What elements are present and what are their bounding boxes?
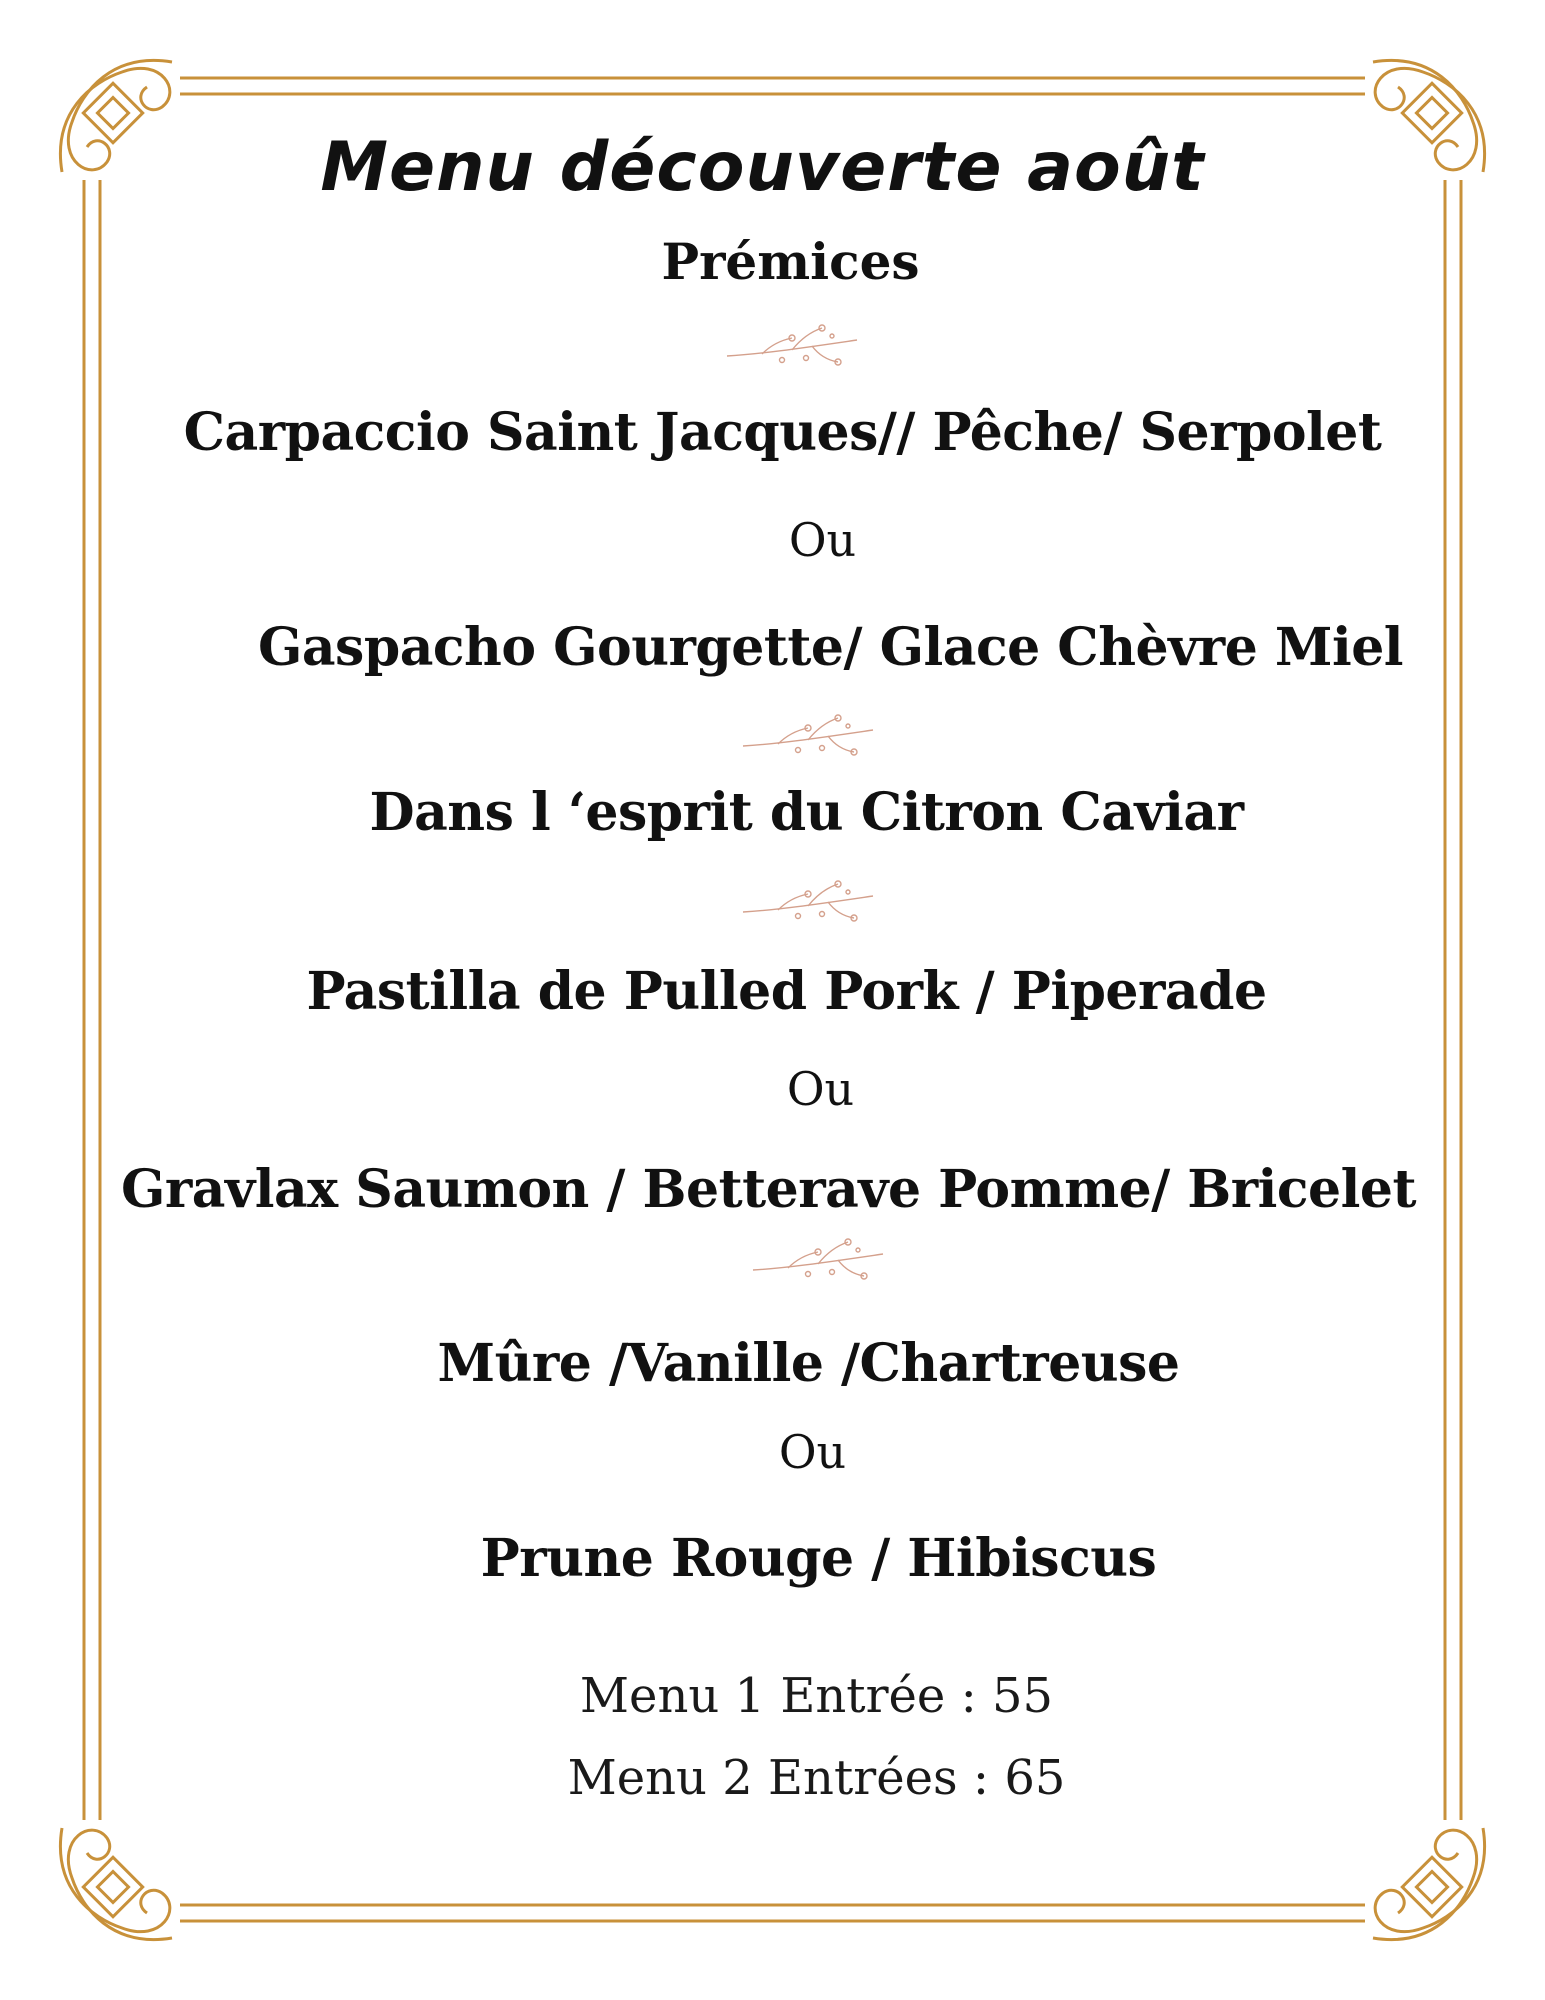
or-separator: Ou bbox=[788, 513, 857, 567]
dish-item: Dans l ‘esprit du Citron Caviar bbox=[369, 782, 1244, 843]
menu-title: Menu découverte août bbox=[320, 128, 1205, 207]
section-heading: Prémices bbox=[661, 232, 920, 291]
or-separator: Ou bbox=[786, 1062, 855, 1116]
price-line-1: Menu 1 Entrée : 55 bbox=[579, 1668, 1054, 1724]
dish-item: Gravlax Saumon / Betterave Pomme/ Bricelet bbox=[121, 1159, 1416, 1220]
dish-item: Mûre /Vanille /Chartreuse bbox=[437, 1333, 1180, 1394]
or-separator: Ou bbox=[778, 1425, 847, 1479]
floral-sprig-icon bbox=[722, 318, 862, 378]
floral-sprig-icon bbox=[748, 1232, 888, 1292]
price-line-2: Menu 2 Entrées : 65 bbox=[567, 1750, 1066, 1806]
dish-item: Carpaccio Saint Jacques// Pêche/ Serpolet bbox=[183, 402, 1382, 463]
dish-item: Pastilla de Pulled Pork / Piperade bbox=[306, 961, 1267, 1022]
dish-item: Prune Rouge / Hibiscus bbox=[480, 1528, 1157, 1589]
floral-sprig-icon bbox=[738, 708, 878, 768]
dish-item: Gaspacho Gourgette/ Glace Chèvre Miel bbox=[257, 617, 1404, 678]
floral-sprig-icon bbox=[738, 874, 878, 934]
